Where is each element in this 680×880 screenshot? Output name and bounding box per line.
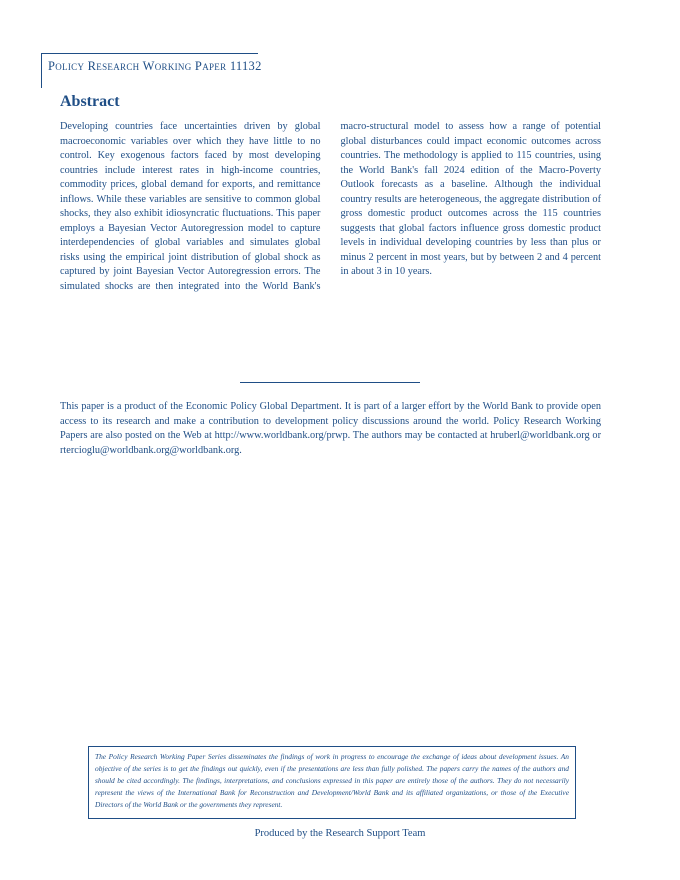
footer-credit: Produced by the Research Support Team: [254, 828, 426, 839]
abstract-body: [60, 120, 601, 296]
section-divider: [240, 382, 420, 383]
disclaimer-text: The Policy Research Working Paper Series disseminates the findings of work in progress to encourage the exchange of ideas about development issues. An objective of the series is to get the findings out quickly, even if the presentations are less than fully polished. The papers carry the names of the authors and should be cited accordingly. The findings, interpretations, and conclusions expressed in this paper are entirely those of the authors. They do not necessarily represent the views of the International Bank for Reconstruction and Development/World Bank and its affiliated organizations, or those of the Executive Directors of the World Bank or the governments they represent.: [95, 752, 569, 809]
disclaimer-box: [88, 746, 576, 819]
abstract-title: Abstract: [60, 93, 120, 110]
abstract-text: Developing countries face uncertainties driven by global macroeconomic variables over which they have little to no control. Key exogenous factors faced by most developing countries include interest rates in high-income countries, commodity prices, global demand for exports, and remittance inflows. While these variables are sensitive to common global shocks, they also exhibit idiosyncratic fluctuations. This paper employs a Bayesian Vector Autoregression model to capture interdependencies of global variables and simulates global risks using the empirical joint distribution of global shock as captured by joint Bayesian Vector Autoregression errors. The simulated shocks are then integrated into the World Bank's macro-structural model to assess how a range of potential global disturbances could impact economic outcomes across countries. The methodology is applied to 115 countries, using the World Bank's fall 2024 edition of the Macro-Poverty Outlook forecasts as a baseline. Although the individual country results are heterogeneous, the aggregate distribution of gross domestic product outcomes across the 115 countries suggests that global factors influence gross domestic product levels in individual developing countries by less than plus or minus 2 percent in most years, but by between 2 and 4 percent in about 3 in 10 years.: [60, 121, 601, 292]
series-header: [41, 53, 262, 88]
series-label: Policy Research Working Paper 11132: [48, 59, 262, 73]
product-note: This paper is a product of the Economic Policy Global Department. It is part of a larger effort by the World Bank to provide open access to its research and make a contribution to development policy discussions around the world. Policy Research Working Papers are also posted on the Web at http://www.worldbank.org/prwp. The authors may be contacted at hruberl@worldbank.org or rtercioglu@worldbank.org@worldbank.org.: [60, 401, 601, 456]
